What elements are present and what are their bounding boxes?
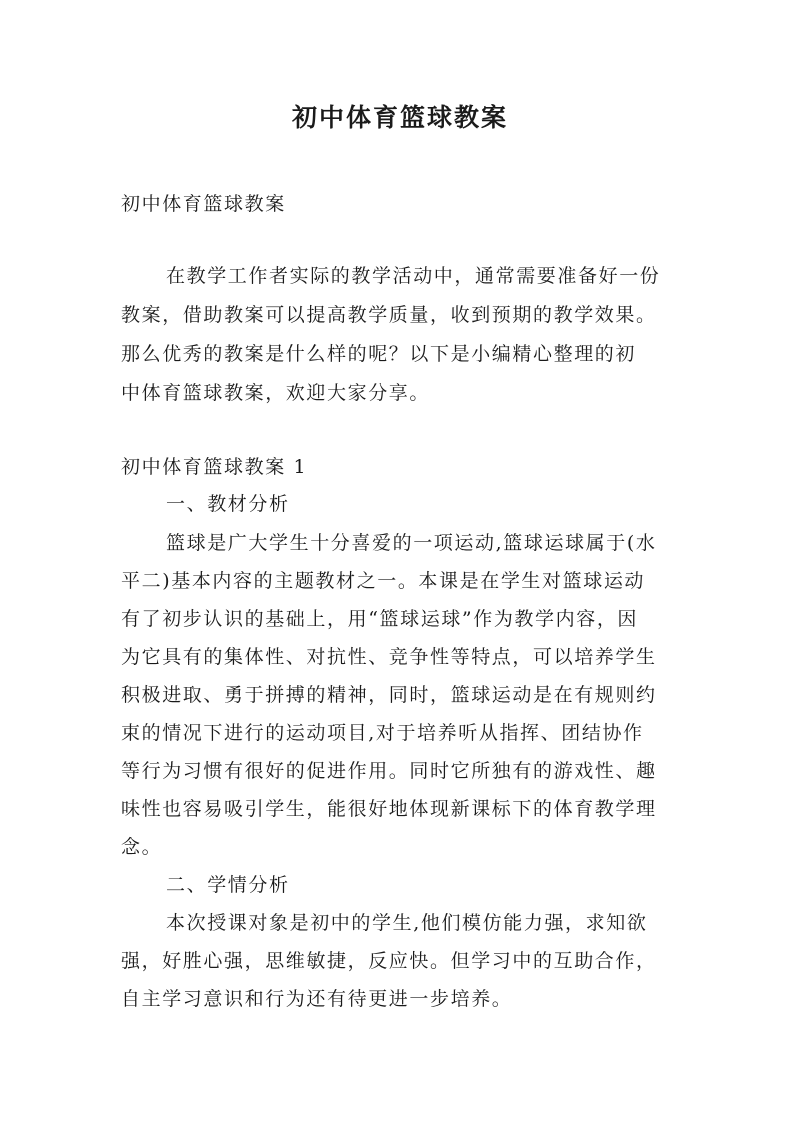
document-title: 初中体育篮球教案 xyxy=(291,103,508,132)
paragraph-line: 念。 xyxy=(121,836,163,858)
intro-line: 教案，借助教案可以提高教学质量，收到预期的教学效果。 xyxy=(121,304,657,326)
intro-line: 中体育篮球教案，欢迎大家分享。 xyxy=(121,382,431,404)
paragraph-line: 篮球是广大学生十分喜爱的一项运动,篮球运球属于(水 xyxy=(166,532,657,554)
paragraph-line: 本次授课对象是初中的学生,他们模仿能力强，求知欲 xyxy=(166,912,648,934)
document-subtitle: 初中体育篮球教案 xyxy=(121,193,286,215)
section-heading: 二、学情分析 xyxy=(166,874,290,896)
paragraph-line: 强，好胜心强，思维敏捷，反应快。但学习中的互助合作， xyxy=(121,950,657,972)
paragraph-line: 为它具有的集体性、对抗性、竞争性等特点，可以培养学生 xyxy=(121,646,657,668)
paragraph-line: 味性也容易吸引学生，能很好地体现新课标下的体育教学理 xyxy=(121,798,657,820)
section-title: 初中体育篮球教案 1 xyxy=(121,456,308,478)
paragraph-line: 自主学习意识和行为还有待更进一步培养。 xyxy=(121,988,513,1010)
paragraph-line: 有了初步认识的基础上，用“篮球运球”作为教学内容，因 xyxy=(121,608,639,630)
intro-line: 在教学工作者实际的教学活动中，通常需要准备好一份 xyxy=(166,265,661,287)
paragraph-line: 平二)基本内容的主题教材之一。本课是在学生对篮球运动 xyxy=(121,570,646,592)
section-heading: 一、教材分析 xyxy=(166,493,290,515)
intro-line: 那么优秀的教案是什么样的呢？以下是小编精心整理的初 xyxy=(121,343,637,365)
paragraph-line: 等行为习惯有很好的促进作用。同时它所独有的游戏性、趣 xyxy=(121,760,657,782)
paragraph-line: 积极进取、勇于拼搏的精神，同时，篮球运动是在有规则约 xyxy=(121,684,657,706)
paragraph-line: 束的情况下进行的运动项目,对于培养听从指挥、团结协作 xyxy=(121,722,644,744)
